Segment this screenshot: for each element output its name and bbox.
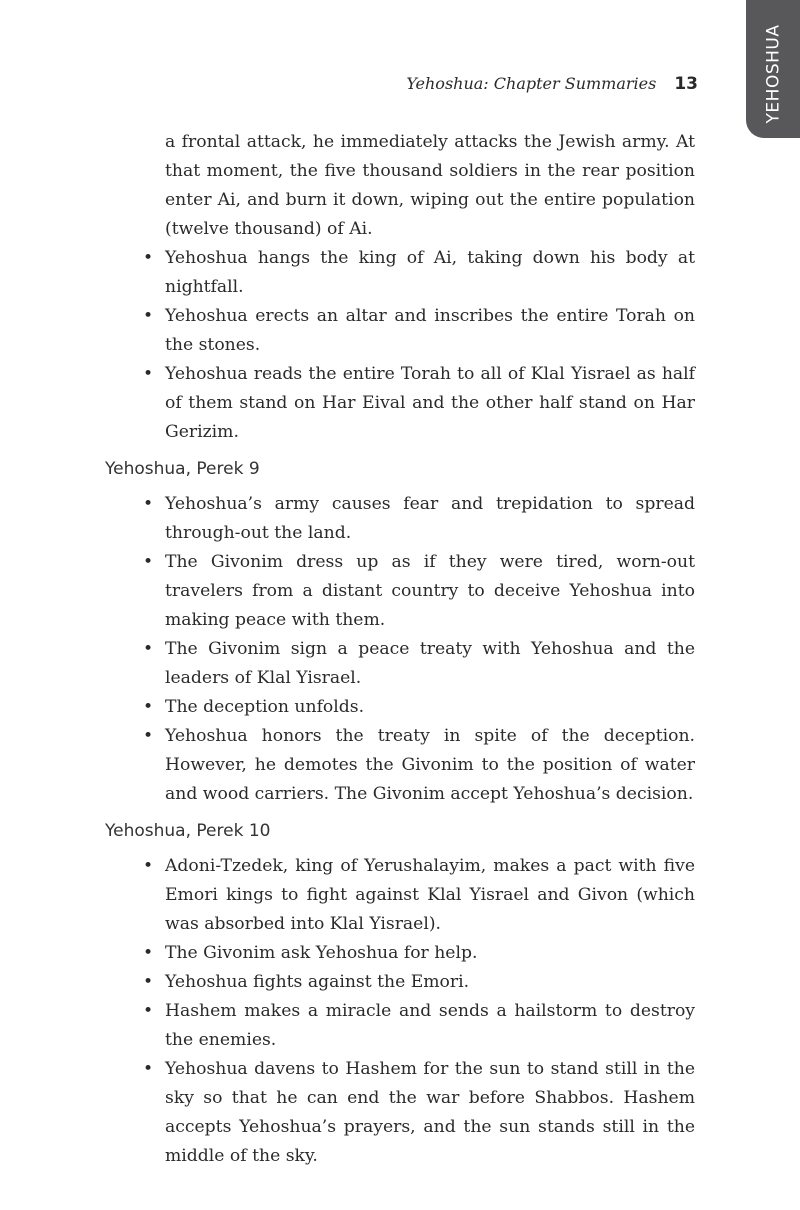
side-tab-label: YEHOSHUA	[763, 24, 783, 124]
perek-9-list	[105, 490, 695, 809]
bullet-icon: •	[143, 639, 154, 659]
list-item: • Yehoshua davens to Hashem for the sun to stand still in the sky so that he can end the war before Shabbos. Hashem accepts Yehoshua’s prayers, and the sun stands still in the middle of the sky.	[165, 1055, 695, 1171]
bullet-icon: •	[143, 972, 154, 992]
bullet-icon: •	[143, 552, 154, 572]
perek-8-list	[105, 244, 695, 447]
section-heading-perek-10: Yehoshua, Perek 10	[105, 821, 271, 841]
list-item: • Yehoshua’s army causes fear and trepidation to spread through-out the land.	[165, 490, 695, 548]
bullet-icon: •	[143, 1001, 154, 1021]
bullet-icon: •	[143, 943, 154, 963]
bullet-icon: •	[143, 248, 154, 268]
bullet-icon: •	[143, 306, 154, 326]
list-item: • Adoni-Tzedek, king of Yerushalayim, makes a pact with five Emori kings to fight against Klal Yisrael and Givon (which was absorbed into Klal Yisrael).	[165, 852, 695, 939]
chapter-side-tab	[746, 0, 800, 138]
bullet-icon: •	[143, 697, 154, 717]
list-item: • The Givonim sign a peace treaty with Yehoshua and the leaders of Klal Yisrael.	[165, 635, 695, 693]
section-heading-perek-9: Yehoshua, Perek 9	[105, 459, 260, 479]
list-item: • The deception unfolds.	[165, 693, 695, 722]
bullet-icon: •	[143, 494, 154, 514]
perek-10-list	[105, 852, 695, 1171]
list-item: • The Givonim dress up as if they were tired, worn-out travelers from a distant country to deceive Yehoshua into making peace with them.	[165, 548, 695, 635]
running-head	[380, 74, 698, 94]
list-item: • Hashem makes a miracle and sends a hailstorm to destroy the enemies.	[165, 997, 695, 1055]
bullet-icon: •	[143, 856, 154, 876]
running-head-title: Yehoshua: Chapter Summaries	[406, 74, 657, 93]
bullet-icon: •	[143, 726, 154, 746]
list-item: • Yehoshua hangs the king of Ai, taking down his body at nightfall.	[165, 244, 695, 302]
list-item: • Yehoshua honors the treaty in spite of the deception. However, he demotes the Givonim to the position of water and wood carriers. The Givonim accept Yehoshua’s decision.	[165, 722, 695, 809]
list-item: • Yehoshua erects an altar and inscribes the entire Torah on the stones.	[165, 302, 695, 360]
continued-paragraph: a frontal attack, he immediately attacks the Jewish army. At that moment, the five thousand soldiers in the rear position enter Ai, and burn it down, wiping out the entire population (twelve thousand) of Ai.	[165, 132, 695, 239]
page-body	[105, 128, 695, 1171]
page-number: 13	[674, 74, 698, 94]
bullet-icon: •	[143, 364, 154, 384]
list-item: • Yehoshua fights against the Emori.	[165, 968, 695, 997]
bullet-icon: •	[143, 1059, 154, 1079]
list-item: • The Givonim ask Yehoshua for help.	[165, 939, 695, 968]
list-item: • Yehoshua reads the entire Torah to all of Klal Yisrael as half of them stand on Har Eival and the other half stand on Har Gerizim.	[165, 360, 695, 447]
